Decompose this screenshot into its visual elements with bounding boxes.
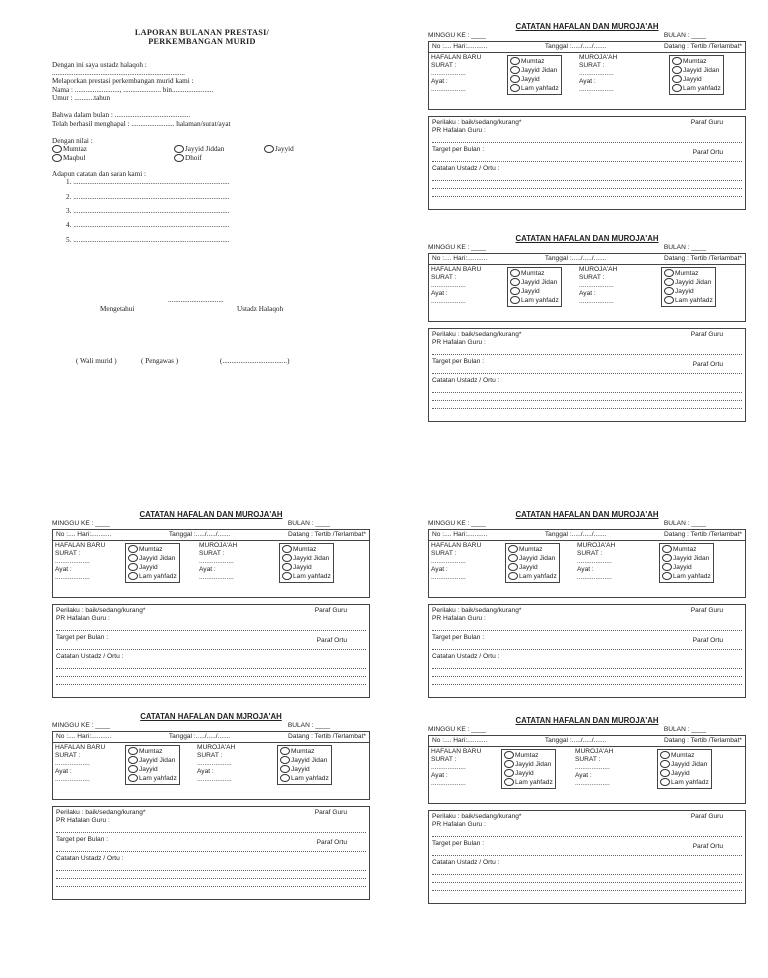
card-title: CATATAN HAFALAN DAN MUROJA'AH [139,510,283,519]
paraf-guru: Paraf Guru [690,331,723,339]
perilaku-field: Perilaku : baik/sedang/kurang* [432,331,522,339]
minggu-field: MINGGU KE : ____ [52,722,110,730]
radio-circle-icon [128,572,138,580]
radio-circle-icon [510,287,520,295]
radio-circle-icon [662,563,672,571]
bulan-field: BULAN : ____ [663,32,706,40]
radio-circle-icon [128,563,138,571]
mengetahui-label: Mengetahui [100,305,135,313]
hafalan-card-2 [428,234,746,422]
surat-label: SURAT : [579,274,605,282]
perilaku-field: Perilaku : baik/sedang/kurang* [432,813,522,821]
surat-label: SURAT : [55,752,81,760]
radio-circle-icon [508,572,518,580]
hafalan-card-5 [52,712,370,900]
bulan-field: Bahwa dalam bulan : .......................................... [52,111,191,120]
nama-field: Nama : ........................., ..................... bin....................... [52,85,214,94]
radio-circle-icon [282,572,292,580]
murojaah-label: MUROJA'AH [579,54,618,62]
murojaah-label: MUROJA'AH [577,542,616,550]
card-title: CATATAN HAFALAN DAN MUROJA'AH [515,510,659,519]
perilaku-field: Perilaku : baik/sedang/kurang* [432,119,522,127]
nilai-options [52,145,352,165]
dots: ................... [55,759,90,767]
radio-circle-icon [128,756,138,764]
radio-circle-icon [672,84,682,92]
surat-label: SURAT : [431,62,457,70]
radio-circle-icon [664,269,674,277]
surat-label: SURAT : [431,756,457,764]
tanggal-field: Tanggal :...../...../....... [544,255,607,263]
murojaah-options: Mumtaz Jayyid Jidan Jayyid Lam yahfadz [657,749,712,789]
radio-circle-icon [52,145,62,153]
dots: ................... [431,69,466,77]
bulan-field: BULAN : ____ [287,520,330,528]
hafalan-section [52,541,370,598]
catatan-field: Catatan Ustadz / Ortu : [432,376,500,384]
ustadz-label: Ustadz Halaqoh [237,305,284,313]
radio-circle-icon [128,774,138,782]
radio-circle-icon [510,84,520,92]
murojaah-label: MUROJA'AH [199,542,238,550]
hafalan-options: Mumtaz Jayyid Jidan Jayyid Lam yahfadz [507,55,562,95]
radio-circle-icon [664,296,674,304]
dots: ................... [579,281,614,289]
radio-circle-icon [504,778,514,786]
surat-label: SURAT : [579,62,605,70]
datang-field: Datang : Tertib /Terlambat* [664,531,742,539]
pr-field: PR Hafalan Guru : [432,127,486,135]
catatan-field: Catatan Ustadz / Ortu : [56,854,124,862]
radio-circle-icon [280,747,290,755]
radio-circle-icon [510,57,520,65]
dots: ................... [431,573,466,581]
catatan-field: Catatan Ustadz / Ortu : [432,858,500,866]
dots: ................... [197,759,232,767]
intro-text: Dengan ini saya ustadz halaqoh : [52,60,147,69]
paraf-guru: Paraf Guru [690,607,723,615]
hafalan-label: HAFALAN BARU [431,748,482,756]
tanggal-field: Tanggal :...../...../....... [544,43,607,51]
paraf-guru: Paraf Guru [314,607,347,615]
hafalan-card-6 [428,716,746,904]
report-title: LAPORAN BULANAN PRESTASI/ PERKEMBANGAN MURID [134,28,270,47]
nilai-option-dhoif: Dhoif [174,154,202,162]
ayat-label: Ayat : [197,767,214,775]
hafalan-card-1 [428,22,746,210]
radio-circle-icon [510,269,520,277]
radio-circle-icon [662,545,672,553]
melaporkan-text: Melaporkan prestasi perkembangan murid kami : [52,77,194,86]
nilai-option-jayyid: Jayyid [264,145,294,153]
bulan-field: BULAN : ____ [663,726,706,734]
target-field: Target per Bulan : [56,633,109,641]
pr-field: PR Hafalan Guru : [432,339,486,347]
surat-label: SURAT : [55,550,81,558]
radio-circle-icon [52,154,62,162]
card-title: CATATAN HAFALAN DAN MUROJA'AH [515,22,659,31]
surat-label: SURAT : [577,550,603,558]
hafalan-options: Mumtaz Jayyid Jidan Jayyid Lam yahfadz [501,749,556,789]
radio-circle-icon [660,769,670,777]
surat-label: SURAT : [431,550,457,558]
bulan-field: BULAN : ____ [663,520,706,528]
murojaah-label: MUROJA'AH [575,748,614,756]
hafalan-label: HAFALAN BARU [55,542,106,550]
radio-circle-icon [504,751,514,759]
radio-circle-icon [128,747,138,755]
radio-circle-icon [660,760,670,768]
perilaku-field: Perilaku : baik/sedang/kurang* [56,607,146,615]
minggu-field: MINGGU KE : ____ [428,244,486,252]
bulan-field: BULAN : ____ [287,722,330,730]
radio-circle-icon [504,760,514,768]
hafalan-card-3 [52,510,370,698]
no-field: No :.... Hari:........... [432,737,488,745]
paraf-ortu: Paraf Ortu [692,637,723,645]
signature-line: ............................... [168,296,224,304]
paraf-guru: Paraf Guru [690,119,723,127]
pr-field: PR Hafalan Guru : [56,817,110,825]
hafalan-label: HAFALAN BARU [431,54,482,62]
radio-circle-icon [280,756,290,764]
minggu-field: MINGGU KE : ____ [52,520,110,528]
radio-circle-icon [664,287,674,295]
radio-circle-icon [660,751,670,759]
catatan-item: 5. ....................................................................................... [66,235,230,244]
hafalan-options: Mumtaz Jayyid Jidan Jayyid Lam yahfadz [125,745,180,785]
hafalan-card-4 [428,510,746,698]
perilaku-field: Perilaku : baik/sedang/kurang* [432,607,522,615]
dots: ................... [431,85,466,93]
ayat-label: Ayat : [431,565,448,573]
hafalan-options: Mumtaz Jayyid Jidan Jayyid Lam yahfadz [507,267,562,307]
target-field: Target per Bulan : [432,357,485,365]
hafalan-section [428,747,746,804]
umur-field: Umur : ...........tahun [52,93,111,102]
datang-field: Datang : Tertib /Terlambat* [664,43,742,51]
dots: ................... [431,763,466,771]
radio-circle-icon [280,774,290,782]
card-title: CATATAN HAFALAN DAN MUROJA'AH [515,234,659,243]
dots: ................... [199,573,234,581]
dots: ................... [197,775,232,783]
catatan-item: 3. ....................................................................................... [66,206,230,215]
murojaah-options: Mumtaz Jayyid Jidan Jayyid Lam yahfadz [279,543,334,583]
minggu-field: MINGGU KE : ____ [428,32,486,40]
notes-section [52,806,370,900]
notes-section [428,328,746,422]
no-field: No :.... Hari:........... [432,531,488,539]
dots: ................... [431,779,466,787]
radio-circle-icon [510,296,520,304]
murojaah-options: Mumtaz Jayyid Jidan Jayyid Lam yahfadz [277,745,332,785]
radio-circle-icon [662,554,672,562]
dots: ................... [55,557,90,565]
radio-circle-icon [660,778,670,786]
ayat-label: Ayat : [579,289,596,297]
card-title: CATATAN HAFALAN DAN MJROJA'AH [140,712,282,721]
dots: ................... [577,557,612,565]
radio-circle-icon [664,278,674,286]
minggu-field: MINGGU KE : ____ [428,726,486,734]
target-field: Target per Bulan : [432,839,485,847]
dots: ................... [431,297,466,305]
radio-circle-icon [508,563,518,571]
ayat-label: Ayat : [579,77,596,85]
radio-circle-icon [504,769,514,777]
dots: ................... [577,573,612,581]
dots: ................... [55,775,90,783]
tanggal-field: Tanggal :...../...../....... [544,531,607,539]
notes-section [428,116,746,210]
no-field: No :.... Hari:........... [432,255,488,263]
minggu-field: MINGGU KE : ____ [428,520,486,528]
nilai-option-mumtaz: Mumtaz [52,145,87,153]
notes-section [428,604,746,698]
hafalan-section [428,265,746,322]
radio-circle-icon [280,765,290,773]
nilai-option-maqbul: Maqbul [52,154,85,162]
hafalan-section [428,541,746,598]
perilaku-field: Perilaku : baik/sedang/kurang* [56,809,146,817]
no-field: No :.... Hari:........... [432,43,488,51]
surat-label: SURAT : [575,756,601,764]
ayat-label: Ayat : [55,565,72,573]
ayat-label: Ayat : [577,565,594,573]
murojaah-options: Mumtaz Jayyid Jidan Jayyid Lam yahfadz [669,55,724,95]
hafalan-label: HAFALAN BARU [55,744,106,752]
paraf-ortu: Paraf Ortu [316,637,347,645]
radio-circle-icon [662,572,672,580]
surat-label: SURAT : [431,274,457,282]
pr-field: PR Hafalan Guru : [56,615,110,623]
dots: ................... [431,281,466,289]
ayat-label: Ayat : [431,289,448,297]
catatan-field: Catatan Ustadz / Ortu : [432,164,500,172]
paraf-ortu: Paraf Ortu [692,149,723,157]
dots: ................... [579,85,614,93]
hafalan-options: Mumtaz Jayyid Jidan Jayyid Lam yahfadz [125,543,180,583]
radio-circle-icon [282,554,292,562]
ayat-label: Ayat : [55,767,72,775]
radio-circle-icon [672,66,682,74]
dots: ................... [55,573,90,581]
catatan-item: 1. ....................................................................................... [66,178,230,187]
no-field: No :.... Hari:........... [56,531,112,539]
card-title: CATATAN HAFALAN DAN MUROJA'AH [515,716,659,725]
catatan-list [52,178,352,243]
catatan-field: Catatan Ustadz / Ortu : [432,652,500,660]
radio-circle-icon [174,145,184,153]
nilai-option-jayyid-jiddan: Jayyid Jiddan [174,145,224,153]
tanggal-field: Tanggal :...../...../....... [168,531,231,539]
pr-field: PR Hafalan Guru : [432,821,486,829]
ayat-label: Ayat : [199,565,216,573]
radio-circle-icon [510,75,520,83]
paraf-ortu: Paraf Ortu [316,839,347,847]
radio-circle-icon [672,57,682,65]
nilai-label: Dengan nilai : [52,136,93,145]
radio-circle-icon [672,75,682,83]
murojaah-options: Mumtaz Jayyid Jidan Jayyid Lam yahfadz [661,267,716,307]
notes-section [428,810,746,904]
tanggal-field: Tanggal :...../...../....... [544,737,607,745]
paraf-guru: Paraf Guru [314,809,347,817]
catatan-label: Adapun catatan dan saran kami : [52,170,146,179]
dots: ................... [575,763,610,771]
radio-circle-icon [128,765,138,773]
pengawas-label: ( Pengawas ) [141,357,179,365]
surat-label: SURAT : [197,752,223,760]
radio-circle-icon [174,154,184,162]
target-field: Target per Bulan : [432,633,485,641]
blank-name: (....................................) [220,357,290,365]
pr-field: PR Hafalan Guru : [432,615,486,623]
radio-circle-icon [128,554,138,562]
surat-label: SURAT : [199,550,225,558]
wali-label: ( Wali murid ) [76,357,117,365]
radio-circle-icon [282,563,292,571]
hafalan-section [52,743,370,800]
datang-field: Datang : Tertib /Terlambat* [664,737,742,745]
dots: ................... [431,557,466,565]
paraf-ortu: Paraf Ortu [692,361,723,369]
ayat-label: Ayat : [431,77,448,85]
hafalan-label: HAFALAN BARU [431,266,482,274]
datang-field: Datang : Tertib /Terlambat* [664,255,742,263]
paraf-ortu: Paraf Ortu [692,843,723,851]
dots: ................... [199,557,234,565]
target-field: Target per Bulan : [56,835,109,843]
murojaah-options: Mumtaz Jayyid Jidan Jayyid Lam yahfadz [659,543,714,583]
radio-circle-icon [508,545,518,553]
datang-field: Datang : Tertib /Terlambat* [288,531,366,539]
no-field: No :.... Hari:........... [56,733,112,741]
ayat-label: Ayat : [431,771,448,779]
hafalan-options: Mumtaz Jayyid Jidan Jayyid Lam yahfadz [505,543,560,583]
murojaah-label: MUROJA'AH [579,266,618,274]
hafalan-label: HAFALAN BARU [431,542,482,550]
intro-dots: .......................................................................... [52,69,185,78]
notes-section [52,604,370,698]
radio-circle-icon [128,545,138,553]
catatan-field: Catatan Ustadz / Ortu : [56,652,124,660]
tanggal-field: Tanggal :...../...../....... [168,733,231,741]
dots: ................... [579,297,614,305]
hafalan-section [428,53,746,110]
catatan-item: 2. ....................................................................................... [66,192,230,201]
radio-circle-icon [282,545,292,553]
monthly-report-form [52,28,352,250]
radio-circle-icon [510,278,520,286]
radio-circle-icon [510,66,520,74]
paraf-guru: Paraf Guru [690,813,723,821]
bulan-field: BULAN : ____ [663,244,706,252]
radio-circle-icon [264,145,274,153]
catatan-item: 4. ....................................................................................... [66,221,230,230]
ayat-label: Ayat : [575,771,592,779]
murojaah-label: MUROJA'AH [197,744,236,752]
hapal-field: Telah berhasil menghapal : ........................ halaman/surat/ayat [52,119,231,128]
dots: ................... [575,779,610,787]
target-field: Target per Bulan : [432,145,485,153]
dots: ................... [579,69,614,77]
radio-circle-icon [508,554,518,562]
datang-field: Datang : Tertib /Terlambat* [288,733,366,741]
